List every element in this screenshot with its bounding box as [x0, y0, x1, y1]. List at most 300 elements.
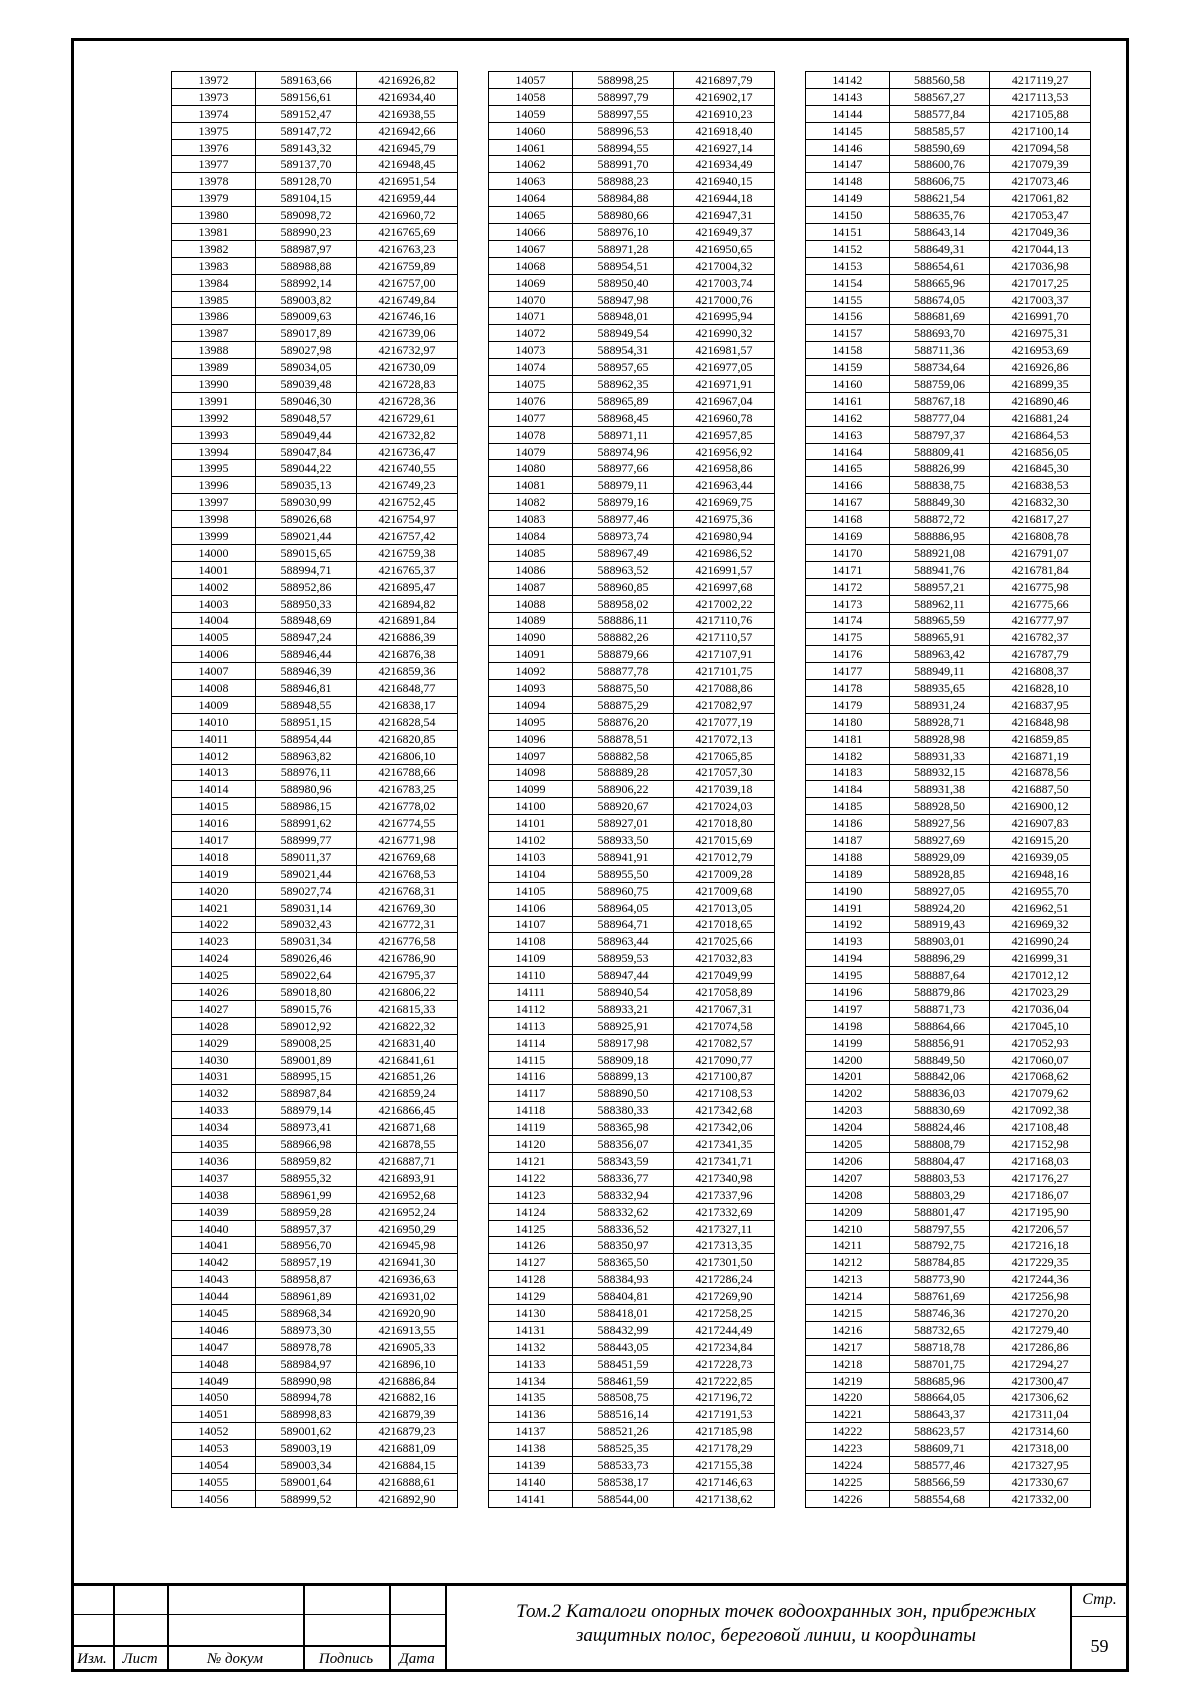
- table-row: [172, 207, 458, 224]
- table-row: [172, 713, 458, 730]
- table-row: [172, 544, 458, 561]
- point-number-cell: 14183: [806, 764, 890, 781]
- point-number-cell: 14171: [806, 561, 890, 578]
- point-number-cell: 14028: [172, 1017, 256, 1034]
- x-coordinate-cell: 588928,98: [889, 730, 990, 747]
- y-coordinate-cell: 4217332,00: [990, 1490, 1091, 1507]
- x-coordinate-cell: 588980,96: [256, 781, 357, 798]
- point-number-cell: 14055: [172, 1473, 256, 1490]
- point-number-cell: 14152: [806, 240, 890, 257]
- y-coordinate-cell: 4217013,05: [674, 899, 775, 916]
- y-coordinate-cell: 4217082,57: [674, 1034, 775, 1051]
- table-row: [806, 612, 1091, 629]
- y-coordinate-cell: 4216838,53: [990, 477, 1091, 494]
- point-number-cell: 14090: [489, 629, 573, 646]
- point-number-cell: 14040: [172, 1220, 256, 1237]
- y-coordinate-cell: 4216986,52: [674, 544, 775, 561]
- table-row: [489, 1457, 775, 1474]
- x-coordinate-cell: 588935,65: [889, 680, 990, 697]
- x-coordinate-cell: 588965,91: [889, 629, 990, 646]
- table-row: [172, 747, 458, 764]
- point-number-cell: 14105: [489, 882, 573, 899]
- table-row: [806, 105, 1091, 122]
- y-coordinate-cell: 4217049,99: [674, 967, 775, 984]
- table-row: [172, 1355, 458, 1372]
- table-row: [489, 1153, 775, 1170]
- x-coordinate-cell: 588418,01: [573, 1305, 674, 1322]
- x-coordinate-cell: 588643,14: [889, 224, 990, 241]
- table-row: [806, 224, 1091, 241]
- point-number-cell: 14117: [489, 1085, 573, 1102]
- table-row: [172, 781, 458, 798]
- x-coordinate-cell: 588928,85: [889, 865, 990, 882]
- table-row: [806, 899, 1091, 916]
- y-coordinate-cell: 4216890,46: [990, 392, 1091, 409]
- x-coordinate-cell: 588590,69: [889, 139, 990, 156]
- point-number-cell: 14125: [489, 1220, 573, 1237]
- table-row: [806, 1321, 1091, 1338]
- y-coordinate-cell: 4217340,98: [674, 1169, 775, 1186]
- table-row: [806, 798, 1091, 815]
- x-coordinate-cell: 589048,57: [256, 409, 357, 426]
- table-row: [806, 680, 1091, 697]
- x-coordinate-cell: 588734,64: [889, 359, 990, 376]
- x-coordinate-cell: 588903,01: [889, 933, 990, 950]
- point-number-cell: 14207: [806, 1169, 890, 1186]
- x-coordinate-cell: 588950,40: [573, 274, 674, 291]
- x-coordinate-cell: 589137,70: [256, 156, 357, 173]
- point-number-cell: 14139: [489, 1457, 573, 1474]
- point-number-cell: 14219: [806, 1372, 890, 1389]
- x-coordinate-cell: 588957,37: [256, 1220, 357, 1237]
- x-coordinate-cell: 588777,04: [889, 409, 990, 426]
- x-coordinate-cell: 589152,47: [256, 105, 357, 122]
- y-coordinate-cell: 4217244,49: [674, 1321, 775, 1338]
- x-coordinate-cell: 589049,44: [256, 426, 357, 443]
- table-row: [806, 1068, 1091, 1085]
- x-coordinate-cell: 588896,29: [889, 950, 990, 967]
- table-row: [806, 933, 1091, 950]
- x-coordinate-cell: 588899,13: [573, 1068, 674, 1085]
- y-coordinate-cell: 4216947,31: [674, 207, 775, 224]
- table-row: [489, 595, 775, 612]
- title-block-row-line: [71, 1614, 445, 1615]
- point-number-cell: 14043: [172, 1271, 256, 1288]
- x-coordinate-cell: 588356,07: [573, 1136, 674, 1153]
- table-row: [172, 865, 458, 882]
- table-row: [172, 561, 458, 578]
- point-number-cell: 14070: [489, 291, 573, 308]
- point-number-cell: 13978: [172, 173, 256, 190]
- y-coordinate-cell: 4217061,82: [990, 190, 1091, 207]
- y-coordinate-cell: 4216828,54: [357, 713, 458, 730]
- table-row: [172, 1169, 458, 1186]
- table-row: [489, 359, 775, 376]
- date-label: Дата: [399, 1651, 435, 1667]
- document-title-line-2: защитных полос, береговой линии, и координаты: [575, 1625, 976, 1646]
- x-coordinate-cell: 588877,78: [573, 663, 674, 680]
- x-coordinate-cell: 588980,66: [573, 207, 674, 224]
- coordinate-table-3: [805, 71, 1091, 1508]
- y-coordinate-cell: 4216769,68: [357, 848, 458, 865]
- x-coordinate-cell: 588940,54: [573, 984, 674, 1001]
- point-number-cell: 14081: [489, 477, 573, 494]
- y-coordinate-cell: 4216740,55: [357, 460, 458, 477]
- point-number-cell: 14103: [489, 848, 573, 865]
- table-row: [489, 477, 775, 494]
- point-number-cell: 14187: [806, 832, 890, 849]
- point-number-cell: 14057: [489, 72, 573, 89]
- x-coordinate-cell: 588947,44: [573, 967, 674, 984]
- x-coordinate-cell: 588365,98: [573, 1119, 674, 1136]
- table-row: [489, 156, 775, 173]
- point-number-cell: 14203: [806, 1102, 890, 1119]
- point-number-cell: 14197: [806, 1000, 890, 1017]
- point-number-cell: 13999: [172, 528, 256, 545]
- point-number-cell: 13989: [172, 359, 256, 376]
- x-coordinate-cell: 588380,33: [573, 1102, 674, 1119]
- point-number-cell: 14092: [489, 663, 573, 680]
- y-coordinate-cell: 4216915,20: [990, 832, 1091, 849]
- y-coordinate-cell: 4217107,91: [674, 646, 775, 663]
- y-coordinate-cell: 4217018,80: [674, 815, 775, 832]
- table-row: [489, 1034, 775, 1051]
- point-number-cell: 14072: [489, 325, 573, 342]
- table-row: [172, 1000, 458, 1017]
- x-coordinate-cell: 588960,75: [573, 882, 674, 899]
- table-row: [172, 359, 458, 376]
- table-row: [172, 1153, 458, 1170]
- x-coordinate-cell: 588693,70: [889, 325, 990, 342]
- y-coordinate-cell: 4216817,27: [990, 511, 1091, 528]
- table-row: [172, 646, 458, 663]
- y-coordinate-cell: 4216781,84: [990, 561, 1091, 578]
- y-coordinate-cell: 4216775,98: [990, 578, 1091, 595]
- point-number-cell: 14153: [806, 257, 890, 274]
- point-number-cell: 14108: [489, 933, 573, 950]
- table-row: [806, 1440, 1091, 1457]
- point-number-cell: 14064: [489, 190, 573, 207]
- table-row: [172, 832, 458, 849]
- y-coordinate-cell: 4217023,29: [990, 984, 1091, 1001]
- point-number-cell: 14132: [489, 1338, 573, 1355]
- table-row: [172, 1068, 458, 1085]
- table-row: [489, 409, 775, 426]
- table-row: [806, 376, 1091, 393]
- point-number-cell: 14100: [489, 798, 573, 815]
- table-row: [806, 1017, 1091, 1034]
- y-coordinate-cell: 4216876,38: [357, 646, 458, 663]
- x-coordinate-cell: 588959,53: [573, 950, 674, 967]
- y-coordinate-cell: 4216963,44: [674, 477, 775, 494]
- table-row: [806, 950, 1091, 967]
- x-coordinate-cell: 588946,39: [256, 663, 357, 680]
- x-coordinate-cell: 588948,55: [256, 696, 357, 713]
- y-coordinate-cell: 4216739,06: [357, 325, 458, 342]
- x-coordinate-cell: 588955,32: [256, 1169, 357, 1186]
- x-coordinate-cell: 588404,81: [573, 1288, 674, 1305]
- table-row: [489, 190, 775, 207]
- point-number-cell: 14191: [806, 899, 890, 916]
- point-number-cell: 13982: [172, 240, 256, 257]
- y-coordinate-cell: 4216772,31: [357, 916, 458, 933]
- y-coordinate-cell: 4216944,18: [674, 190, 775, 207]
- point-number-cell: 14169: [806, 528, 890, 545]
- table-row: [806, 781, 1091, 798]
- y-coordinate-cell: 4217003,37: [990, 291, 1091, 308]
- table-row: [489, 950, 775, 967]
- point-number-cell: 14221: [806, 1406, 890, 1423]
- point-number-cell: 14154: [806, 274, 890, 291]
- table-row: [806, 1457, 1091, 1474]
- point-number-cell: 14077: [489, 409, 573, 426]
- point-number-cell: 14141: [489, 1490, 573, 1507]
- x-coordinate-cell: 588931,33: [889, 747, 990, 764]
- x-coordinate-cell: 589015,76: [256, 1000, 357, 1017]
- x-coordinate-cell: 589011,37: [256, 848, 357, 865]
- point-number-cell: 14128: [489, 1271, 573, 1288]
- x-coordinate-cell: 588927,69: [889, 832, 990, 849]
- table-row: [489, 848, 775, 865]
- point-number-cell: 14025: [172, 967, 256, 984]
- table-row: [172, 1389, 458, 1406]
- point-number-cell: 14039: [172, 1203, 256, 1220]
- table-row: [172, 409, 458, 426]
- y-coordinate-cell: 4216936,63: [357, 1271, 458, 1288]
- table-row: [172, 984, 458, 1001]
- point-number-cell: 14001: [172, 561, 256, 578]
- y-coordinate-cell: 4216732,82: [357, 426, 458, 443]
- point-number-cell: 14130: [489, 1305, 573, 1322]
- point-number-cell: 14174: [806, 612, 890, 629]
- y-coordinate-cell: 4216918,40: [674, 122, 775, 139]
- point-number-cell: 14160: [806, 376, 890, 393]
- table-row: [806, 173, 1091, 190]
- table-row: [489, 207, 775, 224]
- point-number-cell: 14186: [806, 815, 890, 832]
- x-coordinate-cell: 588957,65: [573, 359, 674, 376]
- x-coordinate-cell: 588987,97: [256, 240, 357, 257]
- point-number-cell: 14155: [806, 291, 890, 308]
- y-coordinate-cell: 4217036,98: [990, 257, 1091, 274]
- table-row: [806, 1406, 1091, 1423]
- point-number-cell: 14099: [489, 781, 573, 798]
- point-number-cell: 13987: [172, 325, 256, 342]
- point-number-cell: 14188: [806, 848, 890, 865]
- y-coordinate-cell: 4217002,22: [674, 595, 775, 612]
- x-coordinate-cell: 588988,88: [256, 257, 357, 274]
- x-coordinate-cell: 588886,11: [573, 612, 674, 629]
- table-row: [489, 1490, 775, 1507]
- point-number-cell: 14011: [172, 730, 256, 747]
- table-row: [489, 1338, 775, 1355]
- x-coordinate-cell: 588998,83: [256, 1406, 357, 1423]
- table-row: [489, 1423, 775, 1440]
- x-coordinate-cell: 589003,82: [256, 291, 357, 308]
- table-row: [806, 139, 1091, 156]
- table-row: [489, 764, 775, 781]
- point-number-cell: 14051: [172, 1406, 256, 1423]
- point-number-cell: 14101: [489, 815, 573, 832]
- point-number-cell: 14190: [806, 882, 890, 899]
- y-coordinate-cell: 4216729,61: [357, 409, 458, 426]
- x-coordinate-cell: 588966,98: [256, 1136, 357, 1153]
- point-number-cell: 14006: [172, 646, 256, 663]
- point-number-cell: 14054: [172, 1457, 256, 1474]
- x-coordinate-cell: 589001,64: [256, 1473, 357, 1490]
- y-coordinate-cell: 4216769,30: [357, 899, 458, 916]
- y-coordinate-cell: 4217270,20: [990, 1305, 1091, 1322]
- x-coordinate-cell: 588917,98: [573, 1034, 674, 1051]
- point-number-cell: 14140: [489, 1473, 573, 1490]
- table-row: [806, 156, 1091, 173]
- x-coordinate-cell: 588864,66: [889, 1017, 990, 1034]
- x-coordinate-cell: 588920,67: [573, 798, 674, 815]
- point-number-cell: 14192: [806, 916, 890, 933]
- x-coordinate-cell: 588948,69: [256, 612, 357, 629]
- y-coordinate-cell: 4216884,15: [357, 1457, 458, 1474]
- x-coordinate-cell: 588836,03: [889, 1085, 990, 1102]
- y-coordinate-cell: 4217101,75: [674, 663, 775, 680]
- point-number-cell: 14120: [489, 1136, 573, 1153]
- point-number-cell: 14201: [806, 1068, 890, 1085]
- y-coordinate-cell: 4217216,18: [990, 1237, 1091, 1254]
- table-row: [489, 1186, 775, 1203]
- y-coordinate-cell: 4217100,87: [674, 1068, 775, 1085]
- table-row: [806, 291, 1091, 308]
- point-number-cell: 13988: [172, 342, 256, 359]
- x-coordinate-cell: 589143,32: [256, 139, 357, 156]
- table-row: [489, 1254, 775, 1271]
- point-number-cell: 14005: [172, 629, 256, 646]
- point-number-cell: 13984: [172, 274, 256, 291]
- x-coordinate-cell: 588525,35: [573, 1440, 674, 1457]
- x-coordinate-cell: 589015,65: [256, 544, 357, 561]
- x-coordinate-cell: 588990,23: [256, 224, 357, 241]
- table-row: [489, 578, 775, 595]
- table-row: [489, 291, 775, 308]
- table-row: [806, 629, 1091, 646]
- x-coordinate-cell: 588797,55: [889, 1220, 990, 1237]
- point-number-cell: 14195: [806, 967, 890, 984]
- y-coordinate-cell: 4216927,14: [674, 139, 775, 156]
- point-number-cell: 14204: [806, 1119, 890, 1136]
- y-coordinate-cell: 4216841,61: [357, 1051, 458, 1068]
- x-coordinate-cell: 588516,14: [573, 1406, 674, 1423]
- table-row: [806, 308, 1091, 325]
- y-coordinate-cell: 4217108,53: [674, 1085, 775, 1102]
- table-row: [172, 967, 458, 984]
- y-coordinate-cell: 4216971,91: [674, 376, 775, 393]
- y-coordinate-cell: 4216990,32: [674, 325, 775, 342]
- x-coordinate-cell: 588461,59: [573, 1372, 674, 1389]
- table-row: [172, 950, 458, 967]
- point-number-cell: 14145: [806, 122, 890, 139]
- x-coordinate-cell: 589003,34: [256, 1457, 357, 1474]
- table-row: [806, 1490, 1091, 1507]
- y-coordinate-cell: 4216749,84: [357, 291, 458, 308]
- point-number-cell: 14213: [806, 1271, 890, 1288]
- table-row: [172, 595, 458, 612]
- table-row: [172, 105, 458, 122]
- x-coordinate-cell: 588886,95: [889, 528, 990, 545]
- title-block: [71, 1583, 1129, 1672]
- y-coordinate-cell: 4216806,10: [357, 747, 458, 764]
- point-number-cell: 14035: [172, 1136, 256, 1153]
- table-row: [489, 325, 775, 342]
- y-coordinate-cell: 4216913,55: [357, 1321, 458, 1338]
- x-coordinate-cell: 589047,84: [256, 443, 357, 460]
- point-number-cell: 14071: [489, 308, 573, 325]
- point-number-cell: 14220: [806, 1389, 890, 1406]
- table-row: [489, 1355, 775, 1372]
- x-coordinate-cell: 588947,24: [256, 629, 357, 646]
- table-row: [489, 257, 775, 274]
- x-coordinate-cell: 588560,58: [889, 72, 990, 89]
- point-number-cell: 14126: [489, 1237, 573, 1254]
- x-coordinate-cell: 588959,28: [256, 1203, 357, 1220]
- page-label: Стр.: [1082, 1591, 1117, 1608]
- y-coordinate-cell: 4216736,47: [357, 443, 458, 460]
- point-number-cell: 14045: [172, 1305, 256, 1322]
- x-coordinate-cell: 588649,31: [889, 240, 990, 257]
- point-number-cell: 14085: [489, 544, 573, 561]
- point-number-cell: 14123: [489, 1186, 573, 1203]
- table-row: [806, 392, 1091, 409]
- y-coordinate-cell: 4216999,31: [990, 950, 1091, 967]
- y-coordinate-cell: 4217039,18: [674, 781, 775, 798]
- y-coordinate-cell: 4217234,84: [674, 1338, 775, 1355]
- table-row: [489, 274, 775, 291]
- x-coordinate-cell: 589032,43: [256, 916, 357, 933]
- table-row: [489, 426, 775, 443]
- table-row: [489, 139, 775, 156]
- y-coordinate-cell: 4217012,12: [990, 967, 1091, 984]
- table-row: [489, 1085, 775, 1102]
- y-coordinate-cell: 4216882,16: [357, 1389, 458, 1406]
- table-row: [489, 916, 775, 933]
- x-coordinate-cell: 588875,29: [573, 696, 674, 713]
- y-coordinate-cell: 4217015,69: [674, 832, 775, 849]
- point-number-cell: 14087: [489, 578, 573, 595]
- izm-label: Изм.: [77, 1651, 107, 1667]
- x-coordinate-cell: 589044,22: [256, 460, 357, 477]
- x-coordinate-cell: 588996,53: [573, 122, 674, 139]
- table-row: [806, 747, 1091, 764]
- x-coordinate-cell: 588997,79: [573, 88, 674, 105]
- point-number-cell: 14115: [489, 1051, 573, 1068]
- x-coordinate-cell: 589039,48: [256, 376, 357, 393]
- x-coordinate-cell: 588803,53: [889, 1169, 990, 1186]
- point-number-cell: 14225: [806, 1473, 890, 1490]
- table-row: [489, 696, 775, 713]
- y-coordinate-cell: 4217018,65: [674, 916, 775, 933]
- table-row: [806, 122, 1091, 139]
- point-number-cell: 14086: [489, 561, 573, 578]
- table-row: [806, 1102, 1091, 1119]
- point-number-cell: 14088: [489, 595, 573, 612]
- table-row: [172, 916, 458, 933]
- point-number-cell: 14044: [172, 1288, 256, 1305]
- point-number-cell: 14122: [489, 1169, 573, 1186]
- x-coordinate-cell: 588990,98: [256, 1372, 357, 1389]
- point-number-cell: 14224: [806, 1457, 890, 1474]
- y-coordinate-cell: 4216771,98: [357, 832, 458, 849]
- table-row: [489, 967, 775, 984]
- signature-label: Подпись: [318, 1651, 374, 1667]
- point-number-cell: 13996: [172, 477, 256, 494]
- point-number-cell: 14172: [806, 578, 890, 595]
